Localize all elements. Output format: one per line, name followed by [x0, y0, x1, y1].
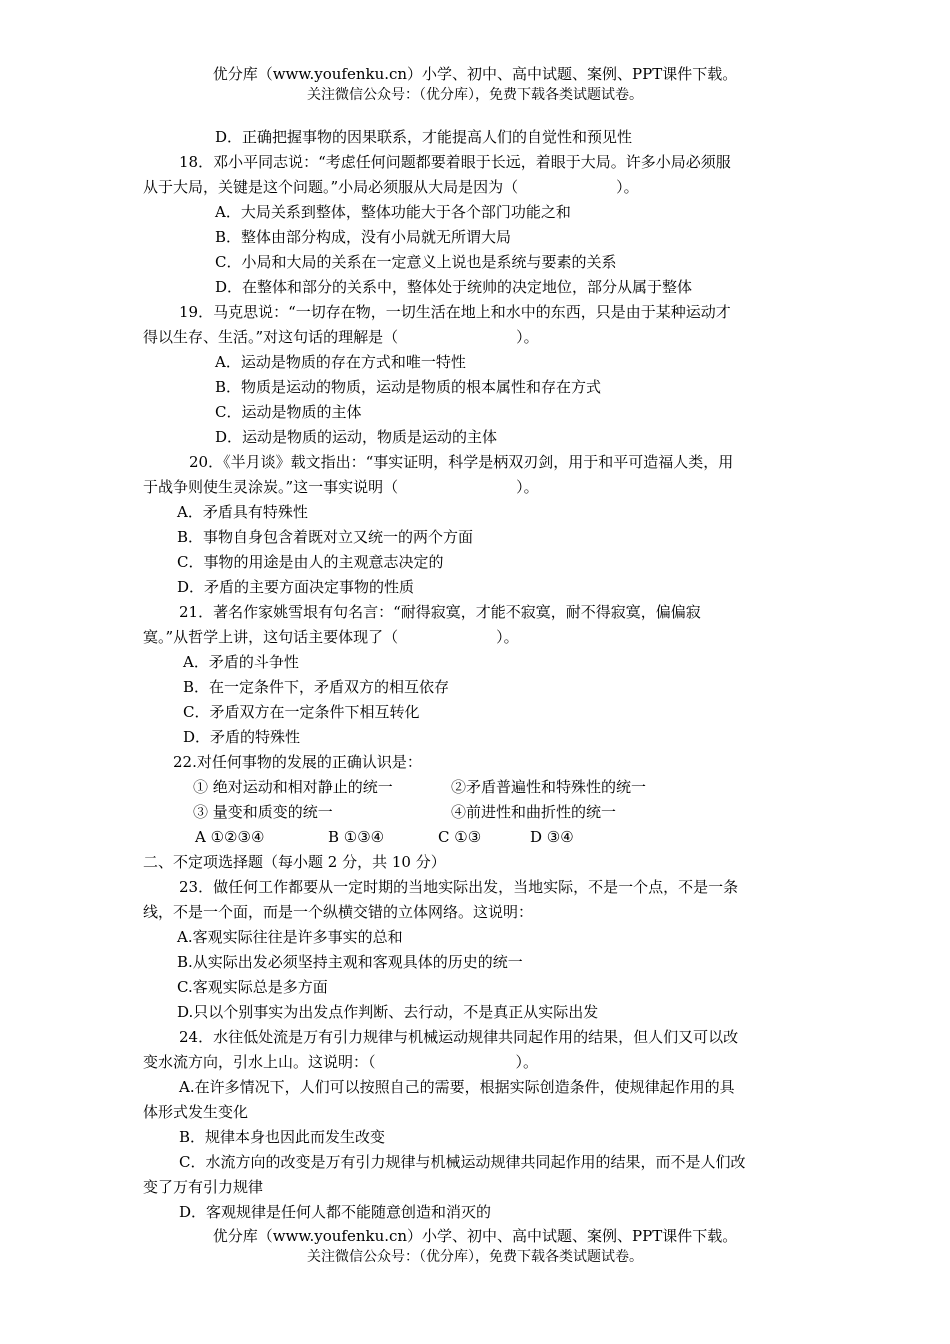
q21-option-a: A．矛盾的斗争性	[183, 653, 299, 671]
header-line-2: 关注微信公众号：（优分库），免费下载各类试题试卷。	[307, 87, 643, 103]
q19-option-a: A．运动是物质的存在方式和唯一特性	[215, 353, 466, 371]
q18-option-c: C．小局和大局的关系在一定意义上说也是系统与要素的关系	[215, 253, 617, 271]
q20-stem-line-2	[143, 475, 808, 500]
q19-stem-text: 得以生存、生活。”对这句话的理解是（	[143, 328, 399, 346]
q24-stem-line-2	[143, 1050, 808, 1075]
q20-stem-text: 于战争则使生灵涂炭。”这一事实说明（	[143, 478, 399, 496]
q23-option-b: B.从实际出发必须坚持主观和客观具体的历史的统一	[177, 953, 523, 971]
header-line-1: 优分库（www.youfenku.cn）小学、初中、高中试题、案例、PPT课件下载。	[212, 65, 738, 83]
q22-option-a: A ①②③④	[195, 828, 265, 846]
q22-item-4: ④前进性和曲折性的统一	[451, 803, 617, 821]
q21-stem-line-1: 21．著名作家姚雪垠有句名言：“耐得寂寞，才能不寂寞，耐不得寂寞，偏偏寂	[179, 603, 701, 621]
q24-stem-text: 变水流方向，引水上山。这说明：（	[143, 1053, 376, 1071]
q18-option-b: B．整体由部分构成，没有小局就无所谓大局	[215, 228, 512, 246]
q21-option-b: B．在一定条件下，矛盾双方的相互依存	[183, 678, 450, 696]
q20-option-d: D．矛盾的主要方面决定事物的性质	[177, 578, 415, 596]
page-footer	[0, 1226, 950, 1268]
footer-line-1: 优分库（www.youfenku.cn）小学、初中、高中试题、案例、PPT课件下载。	[212, 1227, 738, 1245]
q19-option-b: B．物质是运动的物质，运动是物质的根本属性和存在方式	[215, 378, 602, 396]
q18-stem-text: 从于大局，关键是这个问题。”小局必须服从大局是因为（	[143, 178, 519, 196]
q24-option-a-line-2: 体形式发生变化	[143, 1103, 249, 1121]
exam-content	[143, 125, 808, 1225]
q18-stem-end: ）。	[616, 178, 639, 196]
q19-option-d: D．运动是物质的运动，物质是运动的主体	[215, 428, 498, 446]
q24-stem-end: ）。	[515, 1053, 539, 1071]
q20-option-c: C．事物的用途是由人的主观意志决定的	[177, 553, 444, 571]
q20-option-a: A．矛盾具有特殊性	[177, 503, 308, 521]
q22-item-1: ① 绝对运动和相对静止的统一	[193, 778, 393, 796]
q22-options-row	[143, 825, 808, 850]
q23-stem-line-1: 23．做任何工作都要从一定时期的当地实际出发，当地实际，不是一个点，不是一条	[179, 878, 739, 896]
q17-option-d: D．正确把握事物的因果联系，才能提高人们的自觉性和预见性	[215, 128, 633, 146]
q19-stem-line-2	[143, 325, 808, 350]
q18-stem-line-1: 18．邓小平同志说：“考虑任何问题都要着眼于长远，着眼于大局。许多小局必须服	[179, 153, 731, 171]
q24-option-a-line-1: A.在许多情况下，人们可以按照自己的需要，根据实际创造条件，使规律起作用的具	[179, 1078, 735, 1096]
q23-option-a: A.客观实际往往是许多事实的总和	[177, 928, 403, 946]
q21-stem-line-2	[143, 625, 808, 650]
q20-stem-line-1: 20．《半月谈》载文指出：“事实证明，科学是柄双刃剑，用于和平可造福人类，用	[189, 453, 734, 471]
q22-item-3: ③ 量变和质变的统一	[193, 803, 333, 821]
q19-option-c: C．运动是物质的主体	[215, 403, 362, 421]
q23-stem-line-2: 线，不是一个面，而是一个纵横交错的立体网络。这说明：	[143, 903, 534, 921]
q24-option-c-line-1: C．水流方向的改变是万有引力规律与机械运动规律共同起作用的结果，而不是人们改	[179, 1153, 746, 1171]
q23-option-c: C.客观实际总是多方面	[177, 978, 328, 996]
q24-option-c-line-2: 变了万有引力规律	[143, 1178, 264, 1196]
q19-stem-end: ）。	[516, 328, 539, 346]
q22-option-d: D ③④	[530, 828, 574, 846]
q21-stem-text: 寞。”从哲学上讲，这句话主要体现了（	[143, 628, 399, 646]
q24-option-b: B．规律本身也因此而发生改变	[179, 1128, 386, 1146]
q18-option-a: A．大局关系到整体，整体功能大于各个部门功能之和	[215, 203, 571, 221]
q24-stem-line-1: 24．水往低处流是万有引力规律与机械运动规律共同起作用的结果，但人们又可以改	[179, 1028, 739, 1046]
q20-stem-end: ）。	[516, 478, 539, 496]
q24-option-d: D．客观规律是任何人都不能随意创造和消灭的	[179, 1203, 492, 1221]
q22-option-b: B ①③④	[328, 828, 385, 846]
footer-line-2: 关注微信公众号：（优分库），免费下载各类试题试卷。	[307, 1249, 643, 1265]
q18-option-d: D．在整体和部分的关系中，整体处于统帅的决定地位，部分从属于整体	[215, 278, 693, 296]
q18-stem-line-2	[143, 175, 808, 200]
q22-stem: 22.对任何事物的发展的正确认识是：	[173, 753, 422, 771]
q22-option-c: C ①③	[438, 828, 482, 846]
q21-stem-end: ）。	[496, 628, 519, 646]
page-header	[0, 64, 950, 106]
q22-item-2: ②矛盾普遍性和特殊性的统一	[451, 778, 647, 796]
q19-stem-line-1: 19．马克思说：“一切存在物，一切生活在地上和水中的东西，只是由于某种运动才	[179, 303, 731, 321]
q21-option-c: C．矛盾双方在一定条件下相互转化	[183, 703, 420, 721]
q22-items-row-2	[143, 800, 808, 825]
section-2-title: 二、不定项选择题（每小题 2 分，共 10 分）	[143, 853, 446, 871]
q21-option-d: D．矛盾的特殊性	[183, 728, 301, 746]
q23-option-d: D.只以个别事实为出发点作判断、去行动，不是真正从实际出发	[177, 1003, 599, 1021]
q20-option-b: B．事物自身包含着既对立又统一的两个方面	[177, 528, 474, 546]
q22-items-row-1	[143, 775, 808, 800]
